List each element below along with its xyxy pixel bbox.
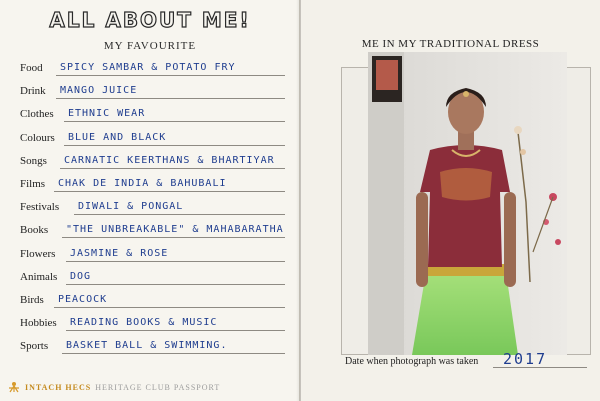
footer	[8, 381, 220, 393]
favourite-value: MANGO JUICE	[60, 85, 138, 97]
favourite-row	[20, 174, 295, 192]
favourite-value: ETHNIC WEAR	[68, 108, 146, 120]
section-subtitle: MY FAVOURITE	[103, 40, 197, 52]
favourite-underline	[62, 237, 285, 238]
favourite-underline	[62, 353, 285, 354]
traditional-dress-photo	[368, 52, 567, 355]
favourite-label: Birds	[20, 294, 44, 306]
favourite-label: Books	[20, 224, 49, 237]
favourite-underline	[64, 121, 285, 122]
favourite-label: Colours	[20, 131, 55, 144]
favourite-label: Animals	[20, 270, 58, 283]
photo-section-title: ME IN MY TRADITIONAL DRESS	[361, 38, 540, 50]
favourite-value: BLUE AND BLACK	[68, 131, 167, 143]
favourite-label: Food	[20, 62, 43, 74]
favourite-label: Flowers	[20, 247, 56, 260]
favourite-row	[20, 220, 295, 238]
favourite-value: DIWALI & PONGAL	[78, 201, 184, 213]
favourite-label: Drink	[20, 85, 46, 98]
favourite-underline	[60, 168, 285, 169]
footer-brand: INTACH HECS	[25, 382, 92, 392]
favourite-row	[20, 290, 295, 308]
favourite-row	[20, 104, 295, 122]
favourite-underline	[54, 307, 285, 308]
favourite-value: CHAK DE INDIA & BAHUBALI	[58, 178, 227, 189]
favourite-value: JASMINE & ROSE	[70, 247, 169, 259]
photo-illustration	[368, 52, 567, 355]
favourite-value: DOG	[70, 270, 92, 282]
favourite-label: Festivals	[20, 201, 60, 214]
favourite-row	[20, 336, 295, 354]
intach-logo-icon	[8, 381, 20, 393]
favourite-row	[20, 128, 295, 146]
photo-date-value: 2017	[503, 350, 548, 368]
favourite-underline	[56, 75, 285, 76]
favourite-label: Clothes	[20, 108, 54, 121]
favourite-row	[20, 58, 295, 76]
favourite-value: PEACOCK	[58, 294, 108, 305]
favourite-value: CARNATIC KEERTHANS & BHARTIYAR	[64, 154, 275, 166]
favourite-row	[20, 244, 295, 262]
favourite-row	[20, 313, 295, 331]
favourite-row	[20, 267, 295, 285]
favourite-underline	[64, 145, 285, 146]
favourite-row	[20, 81, 295, 99]
favourite-row	[20, 197, 295, 215]
favourite-value: BASKET BALL & SWIMMING.	[66, 340, 228, 352]
favourite-value: READING BOOKS & MUSIC	[70, 317, 218, 329]
favourite-row	[20, 151, 295, 169]
favourite-underline	[54, 191, 285, 192]
favourite-label: Sports	[20, 340, 49, 353]
page-title: ALL ABOUT ME!	[49, 8, 251, 32]
photo-date-label: Date when photograph was taken	[345, 356, 479, 367]
favourite-underline	[66, 330, 285, 331]
favourite-label: Films	[20, 178, 46, 190]
favourite-underline	[56, 98, 285, 99]
favourite-label: Hobbies	[20, 317, 57, 330]
footer-text: HERITAGE CLUB PASSPORT	[95, 382, 221, 392]
favourite-value: "THE UNBREAKABLE" & MAHABARATHA	[66, 224, 284, 236]
favourite-underline	[66, 261, 285, 262]
favourite-underline	[66, 284, 285, 285]
photo-date-row	[345, 352, 595, 370]
favourite-label: Songs	[20, 154, 47, 167]
favourite-underline	[74, 214, 285, 215]
favourite-value: SPICY SAMBAR & POTATO FRY	[60, 62, 236, 73]
